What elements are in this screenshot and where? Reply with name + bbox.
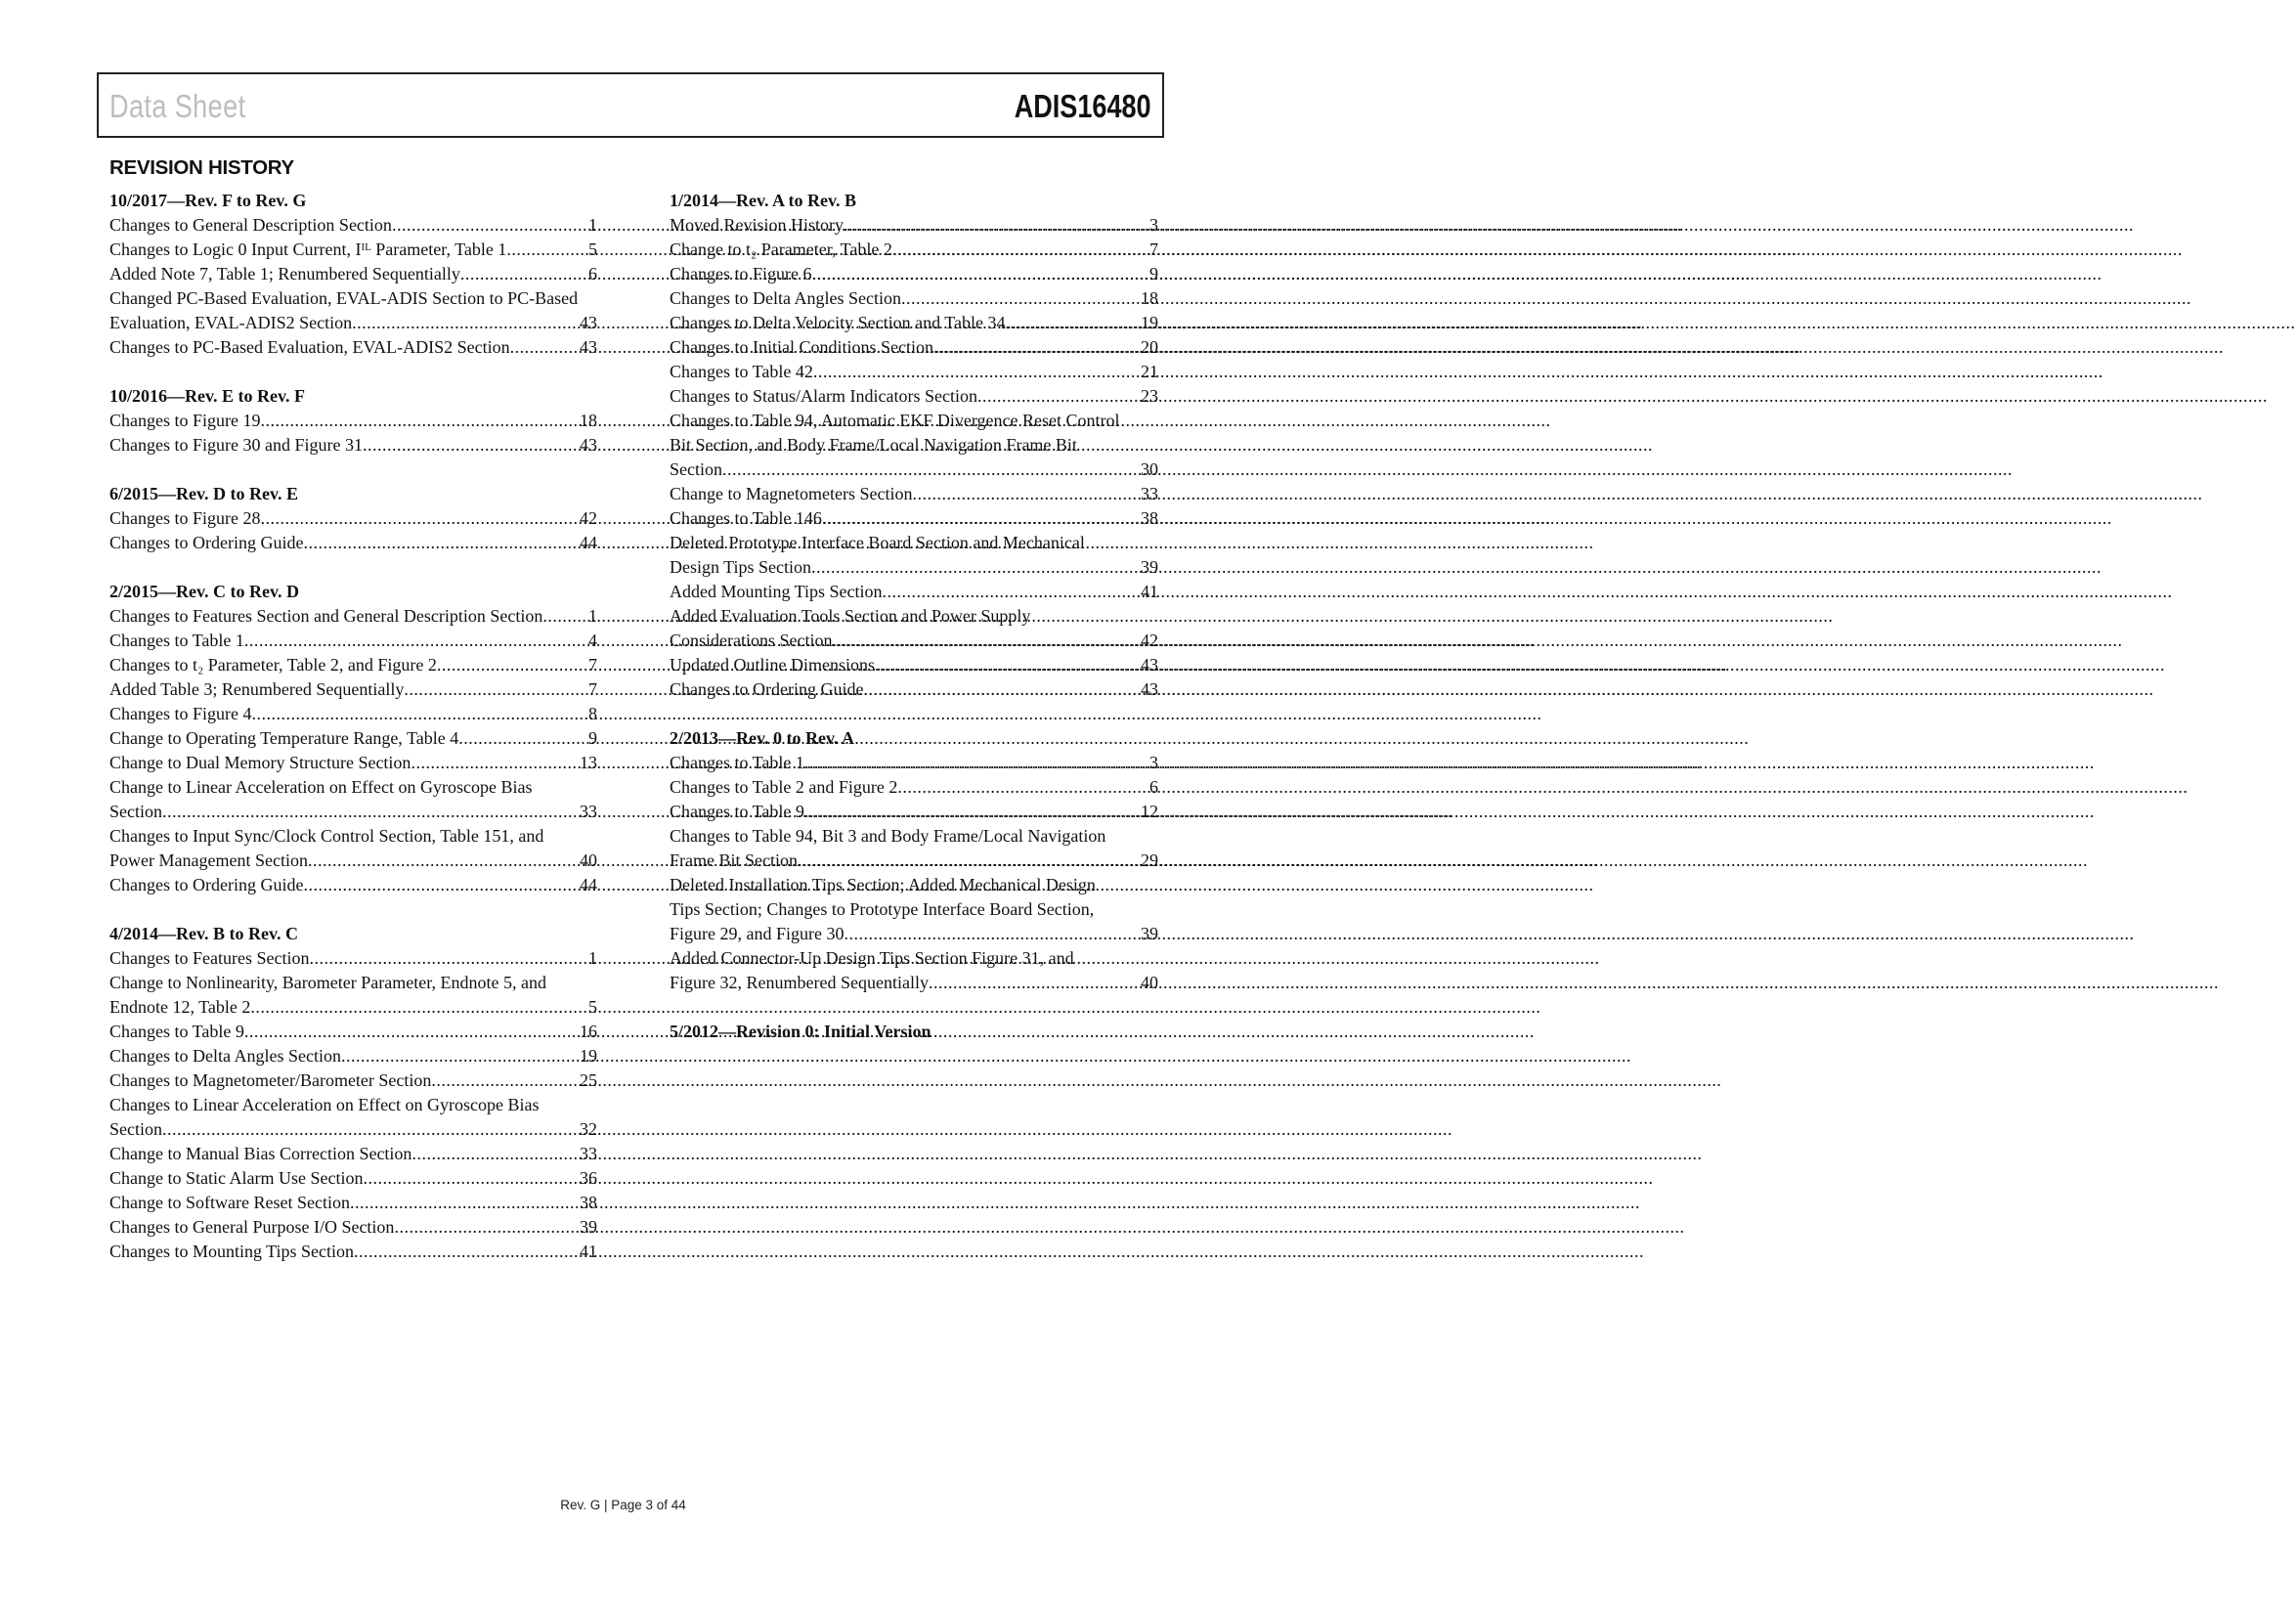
toc-entry (109, 751, 597, 775)
entry-text: Change to Magnetometers Section (670, 484, 913, 503)
entry-text: Changes to Table 1 (109, 631, 244, 650)
revision-group-title: 2/2015—Rev. C to Rev. D (109, 582, 299, 601)
toc-entry (109, 1020, 597, 1044)
dot-leader (458, 726, 588, 751)
revision-group (670, 189, 1158, 702)
page-footer: Rev. G | Page 3 of 44 (560, 1498, 686, 1512)
toc-entry (670, 653, 1158, 677)
entry-text: Changes to Table 42 (670, 362, 813, 381)
entry-text: Changes to Ordering Guide (670, 679, 864, 699)
entry-line: Change to Nonlinearity, Barometer Parameter, Endnote 5, and (109, 973, 546, 992)
toc-entry (109, 1191, 597, 1215)
entry-text: Change to Operating Temperature Range, Table 4 (109, 728, 459, 748)
dot-leader (363, 1166, 580, 1191)
entry-text: Endnote 12, Table 2 (109, 997, 251, 1017)
entry-line: Deleted Installation Tips Section; Added Mechanical Design (670, 875, 1096, 894)
revision-group (670, 726, 1158, 995)
toc-entry (109, 726, 597, 751)
entry-text: Added Note 7, Table 1; Renumbered Sequentially (109, 264, 460, 283)
dot-leader (350, 1191, 580, 1215)
toc-entry (670, 506, 1158, 531)
toc-entry (109, 677, 597, 702)
entry-text: Changes to Figure 28 (109, 508, 261, 528)
entry-page-number: 1 (588, 948, 597, 968)
toc-entry (670, 580, 1158, 604)
entry-page-number: 9 (588, 728, 597, 748)
entry-line: Change to Linear Acceleration on Effect on Gyroscope Bias (109, 777, 533, 797)
entry-text: Frame Bit Section (670, 850, 798, 870)
entry-text: Changes to Table 2 and Figure 2 (670, 777, 898, 797)
entry-line: Added Evaluation Tools Section and Power Supply (670, 606, 1031, 626)
entry-text: Changes to Logic 0 Input Current, Iᴵᴸ Parameter, Table 1 (109, 240, 507, 259)
toc-entry (109, 213, 597, 238)
dot-leader (261, 409, 581, 433)
dot-leader (1006, 311, 1141, 335)
toc-entry (670, 751, 1158, 775)
toc-entry (109, 702, 597, 726)
entry-page-number: 44 (580, 875, 597, 894)
dot-leader (804, 751, 1149, 775)
revision-group-title: 10/2016—Rev. E to Rev. F (109, 386, 305, 406)
dot-leader (250, 995, 588, 1020)
toc-entry (670, 629, 1158, 653)
dot-leader (844, 213, 1149, 238)
entry-page-number: 7 (588, 655, 597, 675)
dot-leader (892, 238, 1149, 262)
entry-page-number: 33 (580, 1144, 597, 1163)
dot-leader (354, 1240, 580, 1264)
dot-leader (875, 653, 1141, 677)
toc-entry (109, 1142, 597, 1166)
entry-page-number: 18 (1141, 288, 1158, 308)
entry-page-number: 39 (1141, 924, 1158, 943)
entry-page-number: 19 (1141, 313, 1158, 332)
entry-text: Changes to Figure 6 (670, 264, 812, 283)
entry-text: Changes to Features Section (109, 948, 310, 968)
entry-page-number: 43 (580, 337, 597, 357)
toc-entry (109, 262, 597, 286)
toc-entry (670, 849, 1158, 873)
entry-text: Changes to Figure 30 and Figure 31 (109, 435, 363, 455)
entry-page-number: 20 (1141, 337, 1158, 357)
toc-entry (109, 1215, 597, 1240)
entry-text: Changes to PC-Based Evaluation, EVAL-ADIS2 Section (109, 337, 510, 357)
entry-line: Deleted Prototype Interface Board Section and Mechanical (670, 533, 1085, 552)
toc-entry (670, 555, 1158, 580)
entry-text: Change to Dual Memory Structure Section (109, 753, 412, 772)
entry-text: Change to Software Reset Section (109, 1193, 350, 1212)
dot-leader (352, 311, 580, 335)
revision-group (670, 1020, 1158, 1044)
right-column (670, 189, 1158, 1068)
dot-leader (832, 629, 1141, 653)
dot-leader (244, 629, 588, 653)
dot-leader (404, 677, 588, 702)
entry-page-number: 13 (580, 753, 597, 772)
entry-text: Updated Outline Dimensions (670, 655, 875, 675)
toc-entry (109, 995, 597, 1020)
dot-leader (437, 653, 588, 677)
entry-page-number: 19 (580, 1046, 597, 1066)
entry-text: Design Tips Section (670, 557, 812, 577)
toc-entry (670, 482, 1158, 506)
entry-text: Changes to Delta Angles Section (109, 1046, 341, 1066)
entry-text: Changes to Features Section and General Description Section (109, 606, 543, 626)
dot-leader (977, 384, 1141, 409)
entry-page-number: 36 (580, 1168, 597, 1188)
dot-leader (901, 286, 1141, 311)
entry-page-number: 30 (1141, 459, 1158, 479)
toc-entry (670, 238, 1158, 262)
toc-entry (109, 506, 597, 531)
entry-text: Changes to Status/Alarm Indicators Section (670, 386, 977, 406)
toc-entry (109, 1068, 597, 1093)
toc-entry (109, 238, 597, 262)
header-doc-type: Data Sheet (109, 88, 246, 124)
toc-entry (109, 629, 597, 653)
toc-entry (109, 335, 597, 360)
entry-page-number: 25 (580, 1070, 597, 1090)
entry-text: Section (109, 1119, 162, 1139)
entry-page-number: 8 (588, 704, 597, 723)
toc-entry (670, 800, 1158, 824)
entry-text: Changes to General Description Section (109, 215, 392, 235)
toc-entry (109, 531, 597, 555)
dot-leader (822, 506, 1141, 531)
entry-page-number: 43 (580, 435, 597, 455)
entry-text: Changes to Ordering Guide (109, 875, 304, 894)
entry-page-number: 39 (580, 1217, 597, 1237)
entry-text: Section (109, 802, 162, 821)
toc-entry (670, 458, 1158, 482)
entry-text: Changes to Figure 19 (109, 411, 261, 430)
entry-text: Changes to Table 146 (670, 508, 822, 528)
entry-page-number: 1 (588, 606, 597, 626)
entry-line: Changes to Linear Acceleration on Effect on Gyroscope Bias (109, 1095, 540, 1114)
entry-page-number: 5 (588, 997, 597, 1017)
entry-line: Tips Section; Changes to Prototype Interface Board Section, (670, 899, 1095, 919)
entry-text: Power Management Section (109, 850, 308, 870)
entry-page-number: 43 (580, 313, 597, 332)
dot-leader (722, 458, 1141, 482)
toc-entry (670, 971, 1158, 995)
left-column (109, 189, 597, 1288)
dot-leader (162, 1117, 580, 1142)
entry-line: Changes to Table 94, Bit 3 and Body Frame/Local Navigation (670, 826, 1106, 846)
dot-leader (804, 800, 1141, 824)
dot-leader (506, 238, 588, 262)
entry-page-number: 44 (580, 533, 597, 552)
entry-page-number: 1 (588, 215, 597, 235)
entry-page-number: 18 (580, 411, 597, 430)
entry-text: Figure 29, and Figure 30 (670, 924, 845, 943)
entry-page-number: 7 (1149, 240, 1158, 259)
entry-page-number: 4 (588, 631, 597, 650)
dot-leader (411, 751, 580, 775)
entry-text: Change to Manual Bias Correction Section (109, 1144, 412, 1163)
entry-text: Change to t₂ Parameter, Table 2 (670, 240, 892, 259)
entry-page-number: 38 (1141, 508, 1158, 528)
entry-page-number: 42 (580, 508, 597, 528)
dot-leader (863, 677, 1141, 702)
toc-entry (109, 311, 597, 335)
entry-page-number: 3 (1149, 215, 1158, 235)
toc-entry (109, 433, 597, 458)
entry-text: Changes to t₂ Parameter, Table 2, and Figure 2 (109, 655, 437, 675)
entry-text: Changes to Initial Conditions Section (670, 337, 933, 357)
dot-leader (542, 604, 588, 629)
entry-page-number: 3 (1149, 753, 1158, 772)
entry-page-number: 38 (580, 1193, 597, 1212)
toc-entry (670, 213, 1158, 238)
dot-leader (261, 506, 581, 531)
toc-entry (670, 677, 1158, 702)
entry-page-number: 16 (580, 1022, 597, 1041)
dot-leader (252, 702, 589, 726)
entry-text: Evaluation, EVAL-ADIS2 Section (109, 313, 353, 332)
toc-entry (670, 262, 1158, 286)
entry-text: Changes to Magnetometer/Barometer Section (109, 1070, 432, 1090)
dot-leader (162, 800, 580, 824)
entry-page-number: 32 (580, 1119, 597, 1139)
dot-leader (811, 555, 1141, 580)
toc-entry (109, 409, 597, 433)
dot-leader (341, 1044, 580, 1068)
dot-leader (460, 262, 588, 286)
entry-text: Changes to Delta Velocity Section and Table 34 (670, 313, 1006, 332)
dot-leader (244, 1020, 580, 1044)
entry-page-number: 12 (1141, 802, 1158, 821)
entry-line: Changes to Table 94, Automatic EKF Divergence Reset Control (670, 411, 1120, 430)
dot-leader (394, 1215, 580, 1240)
entry-page-number: 43 (1141, 679, 1158, 699)
dot-leader (883, 580, 1141, 604)
entry-page-number: 41 (1141, 582, 1158, 601)
dot-leader (844, 922, 1141, 946)
entry-line: Changed PC-Based Evaluation, EVAL-ADIS Section to PC-Based (109, 288, 579, 308)
toc-entry (670, 775, 1158, 800)
revision-group-title: 5/2012—Revision 0: Initial Version (670, 1022, 931, 1041)
dot-leader (303, 873, 580, 897)
entry-text: Changes to Figure 4 (109, 704, 252, 723)
dot-leader (303, 531, 580, 555)
entry-page-number: 39 (1141, 557, 1158, 577)
dot-leader (897, 775, 1149, 800)
toc-entry (109, 1240, 597, 1264)
entry-page-number: 7 (588, 679, 597, 699)
dot-leader (933, 335, 1141, 360)
toc-entry (670, 311, 1158, 335)
revision-group-title: 1/2014—Rev. A to Rev. B (670, 191, 857, 210)
entry-page-number: 23 (1141, 386, 1158, 406)
entry-line: Bit Section, and Body Frame/Local Navigation Frame Bit (670, 435, 1077, 455)
entry-text: Changes to Table 1 (670, 753, 804, 772)
toc-entry (109, 849, 597, 873)
revision-group-title: 10/2017—Rev. F to Rev. G (109, 191, 307, 210)
entry-page-number: 5 (588, 240, 597, 259)
entry-text: Changes to Table 9 (670, 802, 804, 821)
dot-leader (363, 433, 580, 458)
toc-entry (670, 286, 1158, 311)
entry-page-number: 9 (1149, 264, 1158, 283)
revision-group (109, 384, 597, 458)
toc-entry (109, 800, 597, 824)
revision-group-title: 4/2014—Rev. B to Rev. C (109, 924, 298, 943)
entry-text: Figure 32, Renumbered Sequentially (670, 973, 929, 992)
dot-leader (813, 360, 1141, 384)
entry-text: Changes to Mounting Tips Section (109, 1242, 355, 1261)
header-part-number: ADIS16480 (1015, 88, 1151, 124)
toc-entry (109, 604, 597, 629)
revision-group (109, 189, 597, 360)
entry-text: Changes to Table 9 (109, 1022, 244, 1041)
toc-entry (109, 653, 597, 677)
entry-text: Changes to General Purpose I/O Section (109, 1217, 395, 1237)
entry-text: Moved Revision History (670, 215, 844, 235)
entry-text: Changes to Ordering Guide (109, 533, 304, 552)
dot-leader (309, 946, 588, 971)
toc-entry (670, 360, 1158, 384)
entry-page-number: 40 (580, 850, 597, 870)
entry-page-number: 29 (1141, 850, 1158, 870)
revision-group (109, 922, 597, 1264)
toc-entry (109, 1044, 597, 1068)
dot-leader (308, 849, 580, 873)
entry-page-number: 6 (1149, 777, 1158, 797)
dot-leader (392, 213, 588, 238)
dot-leader (812, 262, 1150, 286)
entry-text: Considerations Section (670, 631, 833, 650)
toc-entry (670, 335, 1158, 360)
dot-leader (798, 849, 1141, 873)
entry-line: Changes to Input Sync/Clock Control Section, Table 151, and (109, 826, 544, 846)
entry-text: Change to Static Alarm Use Section (109, 1168, 364, 1188)
entry-page-number: 41 (580, 1242, 597, 1261)
toc-entry (109, 873, 597, 897)
entry-page-number: 33 (1141, 484, 1158, 503)
section-title: REVISION HISTORY (109, 156, 294, 179)
revision-group-title: 2/2013—Rev. 0 to Rev. A (670, 728, 854, 748)
entry-page-number: 6 (588, 264, 597, 283)
entry-line: Added Connector-Up Design Tips Section Figure 31, and (670, 948, 1074, 968)
toc-entry (670, 384, 1158, 409)
revision-group (109, 482, 597, 555)
entry-page-number: 42 (1141, 631, 1158, 650)
toc-entry (109, 1117, 597, 1142)
dot-leader (912, 482, 1141, 506)
toc-entry (109, 946, 597, 971)
entry-page-number: 21 (1141, 362, 1158, 381)
entry-page-number: 33 (580, 802, 597, 821)
revision-group-title: 6/2015—Rev. D to Rev. E (109, 484, 298, 503)
entry-text: Changes to Delta Angles Section (670, 288, 901, 308)
entry-text: Added Table 3; Renumbered Sequentially (109, 679, 405, 699)
entry-page-number: 43 (1141, 655, 1158, 675)
toc-entry (109, 1166, 597, 1191)
dot-leader (431, 1068, 580, 1093)
dot-leader (510, 335, 580, 360)
page-header (97, 72, 1164, 138)
entry-text: Added Mounting Tips Section (670, 582, 883, 601)
revision-group (109, 580, 597, 897)
entry-text: Section (670, 459, 722, 479)
dot-leader (929, 971, 1141, 995)
toc-entry (670, 922, 1158, 946)
dot-leader (412, 1142, 580, 1166)
entry-page-number: 40 (1141, 973, 1158, 992)
